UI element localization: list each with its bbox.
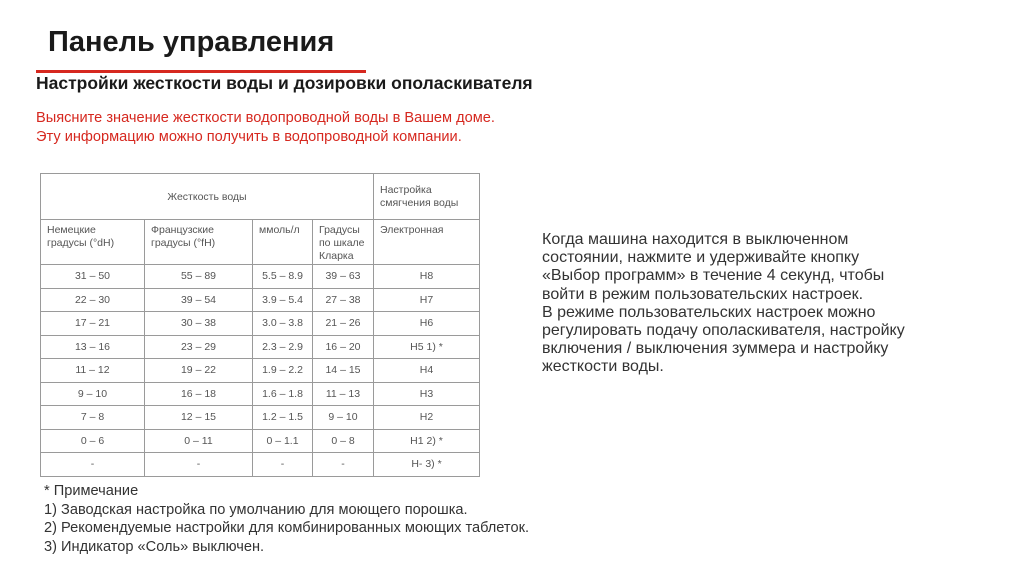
table-cell: 0 – 8 <box>313 429 374 453</box>
table-cell: H8 <box>374 265 480 289</box>
table-cell: H5 1) * <box>374 335 480 359</box>
instruction-line: включения / выключения зуммера и настройку <box>542 340 889 358</box>
instruction-line: «Выбор программ» в течение 4 секунд, чтобы <box>542 267 885 285</box>
table-cell: - <box>253 453 313 477</box>
table-group-header: Жесткость воды <box>41 174 374 220</box>
note-item: 2) Рекомендуемые настройки для комбинированных моющих таблеток. <box>44 520 530 536</box>
table-cell: H- 3) * <box>374 453 480 477</box>
table-cell: 39 – 63 <box>313 265 374 289</box>
table-cell: 9 – 10 <box>313 406 374 430</box>
column-header: Электронная <box>374 220 480 265</box>
table-cell: 0 – 11 <box>145 429 253 453</box>
table-cell: 16 – 20 <box>313 335 374 359</box>
table-cell: 3.0 – 3.8 <box>253 312 313 336</box>
column-header: Немецкие градусы (°dH) <box>41 220 145 265</box>
instruction-line: В режиме пользовательских настроек можно <box>542 303 876 321</box>
instruction-line: регулировать подачу ополаскивателя, настройку <box>542 322 905 340</box>
table-cell: 31 – 50 <box>41 265 145 289</box>
table-cell: 30 – 38 <box>145 312 253 336</box>
footnotes <box>44 482 544 556</box>
instruction-line: Когда машина находится в выключенном <box>542 231 849 248</box>
table-cell: 1.9 – 2.2 <box>253 359 313 383</box>
table-cell: 7 – 8 <box>41 406 145 430</box>
table-cell: H4 <box>374 359 480 383</box>
table-cell: - <box>41 453 145 477</box>
column-header: Французские градусы (°fH) <box>145 220 253 265</box>
table-row <box>41 335 480 359</box>
instruction-line: жесткости воды. <box>542 358 664 376</box>
table-cell: - <box>313 453 374 477</box>
table-cell: H1 2) * <box>374 429 480 453</box>
table-column-headers <box>41 220 480 265</box>
note-item: 3) Индикатор «Соль» выключен. <box>44 538 265 555</box>
table-cell: 2.3 – 2.9 <box>253 335 313 359</box>
intro-line: Эту информацию можно получить в водопроводной компании. <box>36 129 462 145</box>
table-cell: 23 – 29 <box>145 335 253 359</box>
instructions-text <box>542 231 982 377</box>
table-cell: 0 – 6 <box>41 429 145 453</box>
instruction-line: состоянии, нажмите и удерживайте кнопку <box>542 249 860 267</box>
table-cell: 19 – 22 <box>145 359 253 383</box>
table-cell: 5.5 – 8.9 <box>253 265 313 289</box>
table-cell: 13 – 16 <box>41 335 145 359</box>
table-cell: 14 – 15 <box>313 359 374 383</box>
table-cell: H2 <box>374 406 480 430</box>
table-cell: 1.2 – 1.5 <box>253 406 313 430</box>
table-row <box>41 265 480 289</box>
table-row <box>41 429 480 453</box>
table-cell: 0 – 1.1 <box>253 429 313 453</box>
table-row <box>41 382 480 406</box>
table-row <box>41 312 480 336</box>
table-body <box>41 265 480 477</box>
table-cell: 22 – 30 <box>41 288 145 312</box>
section-subtitle: Настройки жесткости воды и дозировки ополаскивателя <box>36 73 533 93</box>
note-item: 1) Заводская настройка по умолчанию для моющего порошка. <box>44 501 468 518</box>
water-hardness-table <box>40 173 480 477</box>
table-cell: 11 – 13 <box>313 382 374 406</box>
table-cell: H6 <box>374 312 480 336</box>
table-cell: H7 <box>374 288 480 312</box>
page-title: Панель управления <box>48 26 335 58</box>
table-cell: 1.6 – 1.8 <box>253 382 313 406</box>
table-cell: H3 <box>374 382 480 406</box>
intro-line: Выясните значение жесткости водопроводной воды в Вашем доме. <box>36 110 495 126</box>
table-cell: 16 – 18 <box>145 382 253 406</box>
table-cell: 55 – 89 <box>145 265 253 289</box>
table-cell: - <box>145 453 253 477</box>
table-row <box>41 359 480 383</box>
table-cell: 11 – 12 <box>41 359 145 383</box>
table-row <box>41 288 480 312</box>
table-cell: 17 – 21 <box>41 312 145 336</box>
column-header: Градусы по шкале Кларка <box>313 220 374 265</box>
table-cell: 21 – 26 <box>313 312 374 336</box>
table-row <box>41 453 480 477</box>
table-cell: 12 – 15 <box>145 406 253 430</box>
table-setting-header: Настройка смягчения воды <box>374 174 480 220</box>
table-cell: 39 – 54 <box>145 288 253 312</box>
table-row <box>41 406 480 430</box>
notes-heading: * Примечание <box>44 483 139 499</box>
column-header: ммоль/л <box>253 220 313 265</box>
instruction-line: войти в режим пользовательских настроек. <box>542 285 864 303</box>
table-cell: 27 – 38 <box>313 288 374 312</box>
table-cell: 9 – 10 <box>41 382 145 406</box>
intro-warning <box>36 109 596 147</box>
table-cell: 3.9 – 5.4 <box>253 288 313 312</box>
